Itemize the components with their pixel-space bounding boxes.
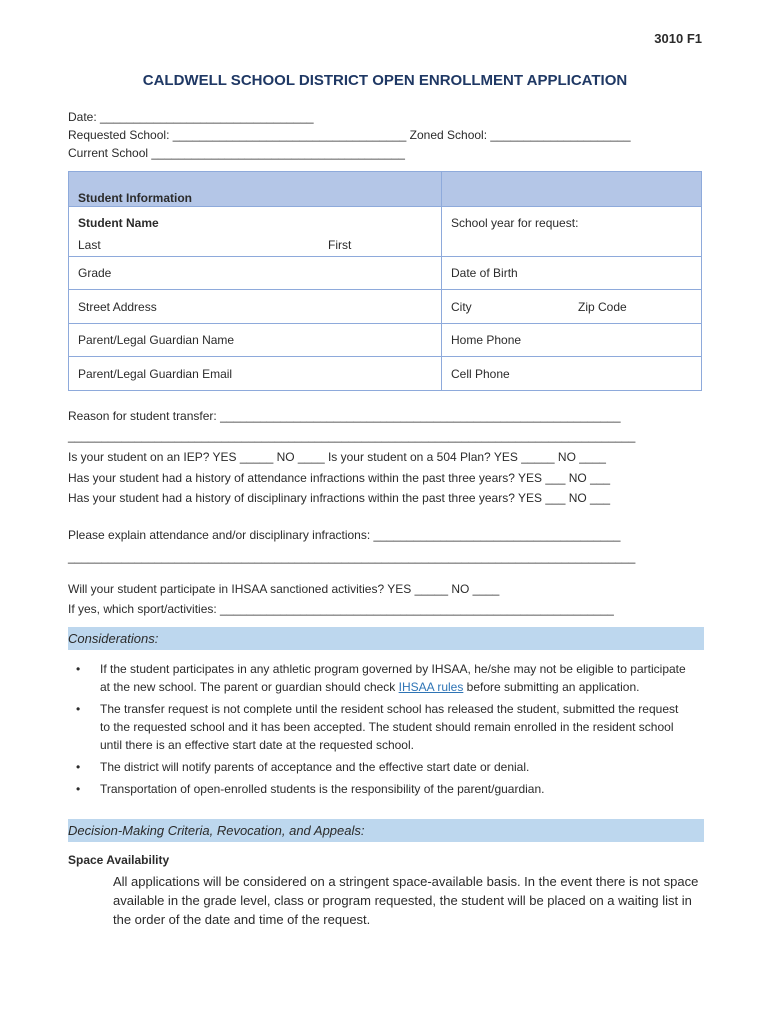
- considerations-list: [68, 660, 688, 802]
- explain-field[interactable]: Please explain attendance and/or disciplinary infractions: _____________________________________: [68, 528, 621, 542]
- student-info-header: Student Information: [69, 172, 442, 207]
- discipline-question[interactable]: Has your student had a history of disciplinary infractions within the past three years? YES ___ NO ___: [68, 491, 611, 505]
- explain-field-line2[interactable]: _____________________________________________________________________________________: [68, 550, 636, 564]
- list-item: [68, 660, 688, 696]
- bullet-icon: •: [76, 760, 81, 774]
- decision-heading: Decision-Making Criteria, Revocation, and Appeals:: [68, 819, 704, 842]
- street-cell[interactable]: [69, 290, 442, 324]
- grade-cell[interactable]: [69, 257, 442, 290]
- attendance-question[interactable]: Has your student had a history of attendance infractions within the past three years? YES ___ NO ___: [68, 471, 611, 485]
- last-name-label: Last: [78, 238, 101, 252]
- ihsaa-rules-link[interactable]: IHSAA rules: [398, 680, 464, 694]
- bullet-icon: •: [76, 662, 81, 676]
- first-name-label: First: [328, 238, 352, 252]
- student-info-table: [68, 171, 702, 391]
- student-name-label: Student Name: [78, 216, 159, 230]
- guardian-email-label: Parent/Legal Guardian Email: [78, 366, 233, 381]
- list-item: [68, 700, 688, 754]
- list-item: [68, 758, 688, 776]
- school-year-label: School year for request:: [451, 216, 579, 230]
- consideration-text-1b: before submitting an application.: [463, 680, 640, 694]
- guardian-name-label: Parent/Legal Guardian Name: [78, 333, 235, 347]
- reason-field-line2[interactable]: _____________________________________________________________________________________: [68, 429, 636, 443]
- requested-school-field[interactable]: Requested School: ___________________________________ Zoned School: _____________________: [68, 128, 631, 142]
- consideration-text-2: The transfer request is not complete until the resident school has released the student, submitted the request to the requested school and it has been accepted. The student should remain enrolled in the resident school until there is an effective start date at the requested school.: [100, 702, 679, 752]
- reason-field[interactable]: Reason for student transfer: ____________________________________________________________: [68, 409, 621, 423]
- ihsaa-question[interactable]: Will your student participate in IHSAA sanctioned activities? YES _____ NO ____: [68, 582, 500, 596]
- consideration-text-3: The district will notify parents of acceptance and the effective start date or denial.: [100, 760, 530, 774]
- home-phone-cell[interactable]: [442, 324, 702, 357]
- zip-label: Zip Code: [578, 299, 627, 314]
- dob-label: Date of Birth: [451, 266, 518, 280]
- consideration-text-4: Transportation of open-enrolled students is the responsibility of the parent/guardian.: [100, 782, 545, 796]
- bullet-icon: •: [76, 702, 81, 716]
- dob-cell[interactable]: [442, 257, 702, 290]
- iep-question[interactable]: Is your student on an IEP? YES _____ NO ____ Is your student on a 504 Plan? YES _____ NO ____: [68, 450, 606, 464]
- student-name-cell[interactable]: [69, 207, 442, 257]
- date-field[interactable]: Date: ________________________________: [68, 110, 314, 124]
- space-availability-title: Space Availability: [68, 853, 170, 867]
- student-info-header-right: [442, 172, 702, 207]
- space-availability-body: All applications will be considered on a stringent space-available basis. In the event there is not space available in the grade level, class or program requested, the student will be placed on a waiting list in the order of the date and time of the request.: [113, 874, 699, 927]
- guardian-email-cell[interactable]: [69, 357, 442, 391]
- city-label: City: [451, 299, 472, 314]
- list-item: [68, 780, 688, 798]
- guardian-name-cell[interactable]: [69, 324, 442, 357]
- cell-phone-cell[interactable]: [442, 357, 702, 391]
- considerations-heading: Considerations:: [68, 627, 704, 650]
- form-id: 3010 F1: [654, 31, 702, 46]
- current-school-field[interactable]: Current School ______________________________________: [68, 146, 405, 160]
- home-phone-label: Home Phone: [451, 333, 522, 347]
- school-year-cell[interactable]: [442, 207, 702, 257]
- sport-field[interactable]: If yes, which sport/activities: ___________________________________________________________: [68, 602, 614, 616]
- page-title: CALDWELL SCHOOL DISTRICT OPEN ENROLLMENT APPLICATION: [142, 72, 628, 89]
- cell-phone-label: Cell Phone: [451, 366, 510, 381]
- grade-label: Grade: [78, 266, 112, 280]
- city-zip-cell[interactable]: [442, 290, 702, 324]
- bullet-icon: •: [76, 782, 81, 796]
- street-label: Street Address: [78, 299, 157, 314]
- consideration-text-1a: If the student participates in any athletic program governed by IHSAA, he/she may not be eligible to participate at the new school. The parent or guardian should check: [100, 662, 686, 694]
